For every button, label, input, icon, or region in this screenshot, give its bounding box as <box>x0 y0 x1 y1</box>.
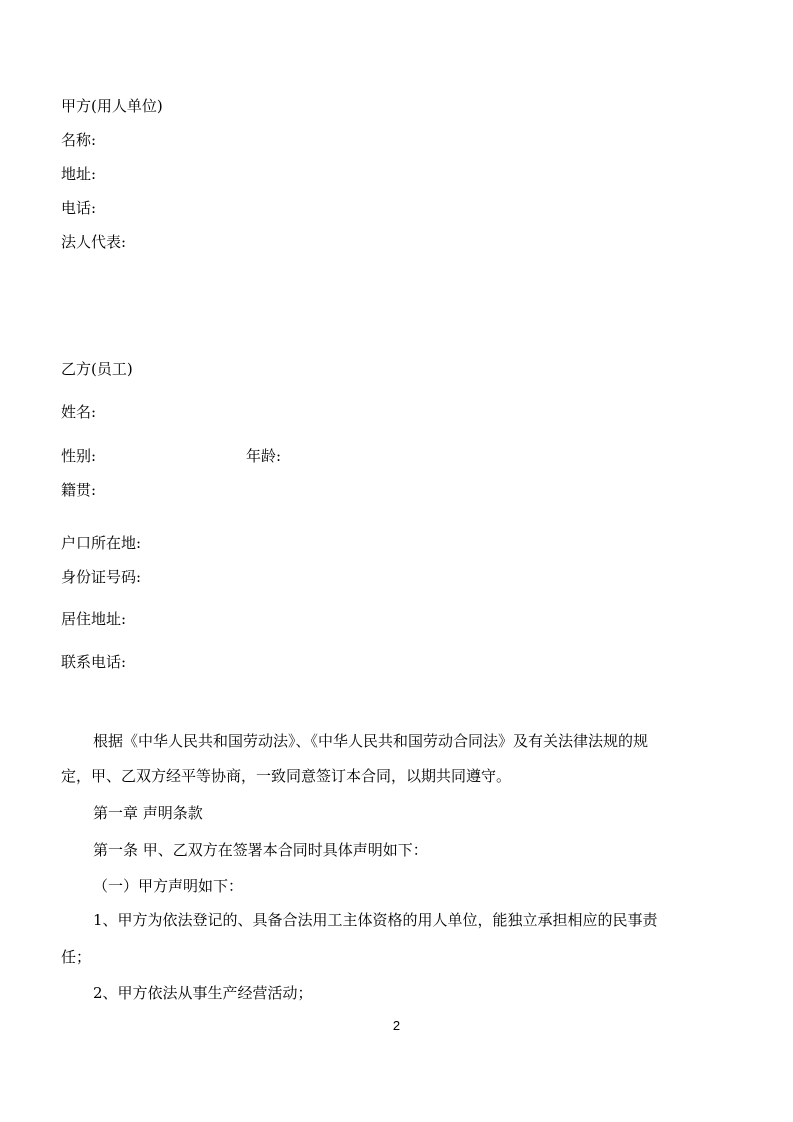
party-b-name-label: 姓名: <box>61 403 97 421</box>
section-a-title: （一）甲方声明如下： <box>93 877 244 895</box>
party-a-phone-label: 电话: <box>61 199 97 217</box>
item-2: 2、甲方依法从事生产经营活动； <box>93 984 313 1002</box>
article-1: 第一条 甲、乙双方在签署本合同时具体声明如下： <box>93 841 428 859</box>
party-b-residence-label: 居住地址: <box>61 610 127 628</box>
party-a-name-label: 名称: <box>61 131 97 149</box>
item-1-line-1: 1、甲方为依法登记的、具备合法用工主体资格的用人单位，能独立承担相应的民事责 <box>93 911 658 929</box>
party-b-gender-label: 性别: <box>61 447 97 465</box>
preamble-line-1: 根据《中华人民共和国劳动法》、《中华人民共和国劳动合同法》及有关法律法规的规 <box>93 732 649 750</box>
party-a-legal-rep-label: 法人代表: <box>61 233 127 251</box>
preamble-line-2: 定，甲、乙双方经平等协商，一致同意签订本合同，以期共同遵守。 <box>61 767 512 785</box>
page-number: 2 <box>392 1018 401 1033</box>
party-b-hukou-label: 户口所在地: <box>61 534 142 552</box>
item-1-line-2: 任； <box>61 948 92 966</box>
party-a-heading: 甲方(用人单位) <box>61 97 163 115</box>
party-b-native-place-label: 籍贯: <box>61 481 97 499</box>
chapter-title: 第一章 声明条款 <box>93 804 203 822</box>
party-b-contact-phone-label: 联系电话: <box>61 653 127 671</box>
party-b-age-label: 年龄: <box>246 447 282 465</box>
party-a-address-label: 地址: <box>61 165 97 183</box>
party-b-id-number-label: 身份证号码: <box>61 568 142 586</box>
party-b-heading: 乙方(员工) <box>61 360 133 378</box>
